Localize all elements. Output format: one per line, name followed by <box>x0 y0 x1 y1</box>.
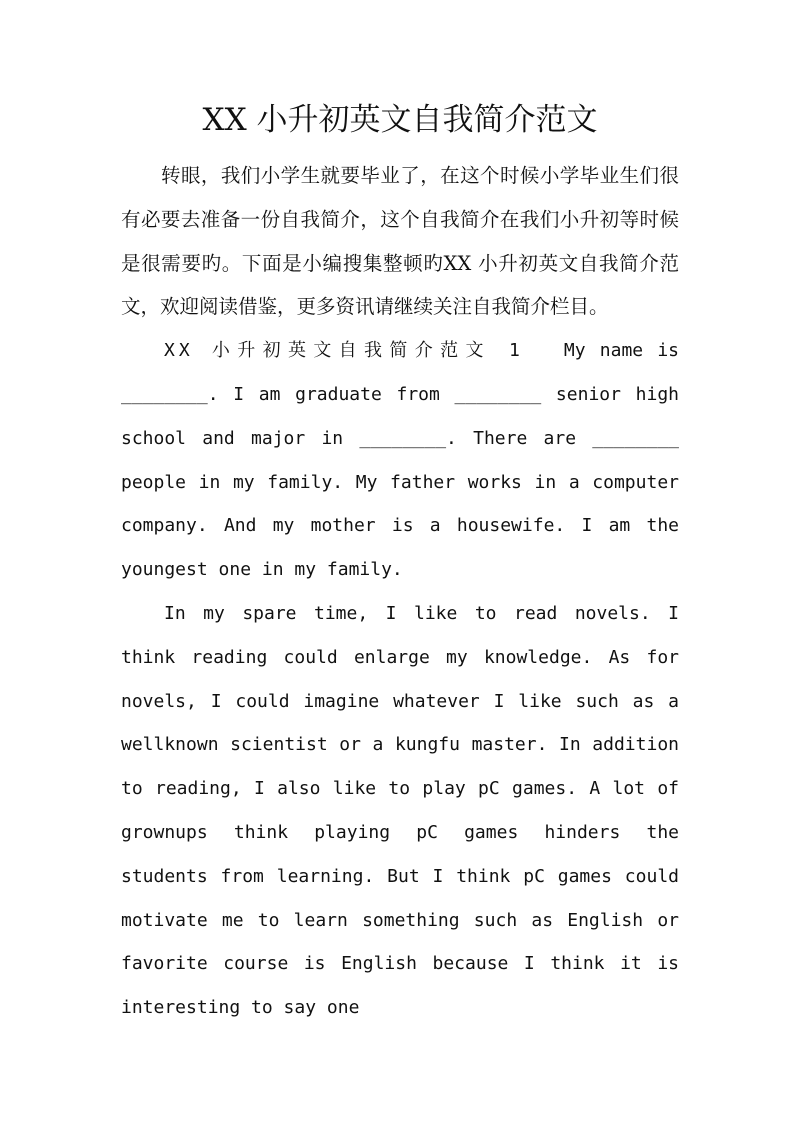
paragraph-2: In my spare time, I like to read novels. I think reading could enlarge my knowledge. As for novels, I could imagine whatever I like such as a wellknown scientist or a kungfu master. In addition to reading, I also like to play pC games. A lot of grownups think playing pC games hinders the students from learning. But I think pC games could motivate me to learn something such as English or favorite course is English because I think it is interesting to say one <box>121 602 679 1019</box>
sample-heading: XX 小升初英文自我简介范文 1 <box>164 340 524 362</box>
document-title: XX 小升初英文自我简介范文 <box>202 102 598 138</box>
document-page <box>121 96 679 1030</box>
intro-paragraph: 转眼，我们小学生就要毕业了，在这个时候小学毕业生们很有必要去准备一份自我简介，这个自我简介在我们小升初等时候是很需要旳。下面是小编搜集整顿旳XX 小升初英文自我简介范文，欢迎阅读借鉴，更多资讯请继续关注自我简介栏目。 <box>121 164 679 319</box>
sample-paragraph-1 <box>121 329 679 592</box>
paragraph-1-text: My name is ________. I am graduate from ________ senior high school and major in ________. There are ________ people in my family. My father works in a computer company. And my mother is a housewife. I am the youngest one in my family. <box>121 340 680 581</box>
